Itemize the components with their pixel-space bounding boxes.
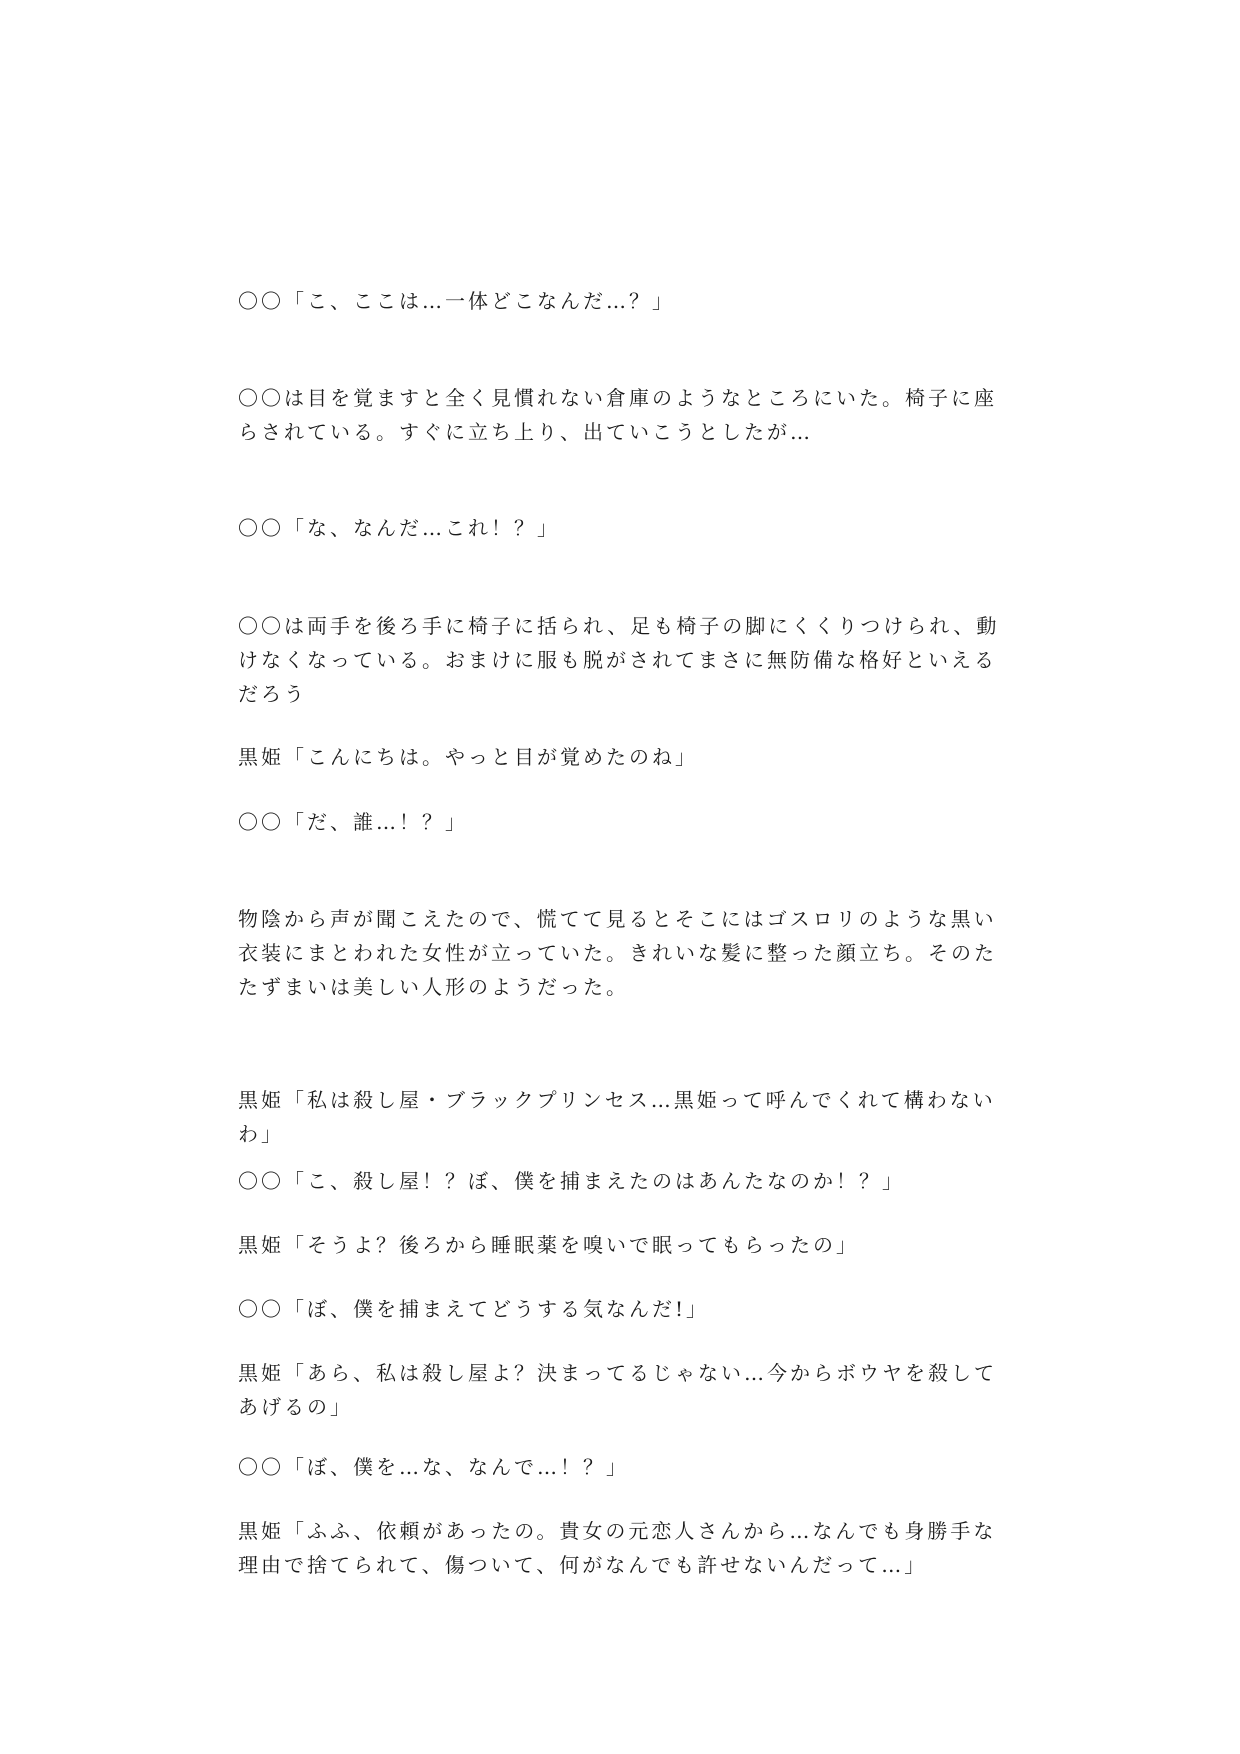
paragraph-11: 〇〇「ぼ、僕を捕まえてどうする気なんだ!」 [238,1297,710,1321]
paragraph-4: 〇〇は両手を後ろ手に椅子に括られ、足も椅子の脚にくくりつけられ、動けなくなっている。おまけに服も脱がされてまさに無防備な格好といえるだろう [238,614,1000,706]
paragraph-1: 〇〇「こ、ここは…一体どこなんだ…？」 [238,289,675,313]
paragraph-10: 黒姫「そうよ？後ろから睡眠薬を嗅いで眠ってもらったの」 [238,1233,859,1257]
paragraph-12: 黒姫「あら、私は殺し屋よ？決まってるじゃない…今からボウヤを殺してあげるの」 [238,1361,997,1419]
paragraph-3: 〇〇「な、なんだ…これ！？」 [238,516,560,540]
paragraph-9: 〇〇「こ、殺し屋！？ぼ、僕を捕まえたのはあんたなのか！？」 [238,1169,905,1193]
paragraph-13: 〇〇「ぼ、僕を…な、なんで…！？」 [238,1455,629,1479]
paragraph-14: 黒姫「ふふ、依頼があったの。貴女の元恋人さんから…なんでも身勝手な理由で捨てられて、傷ついて、何がなんでも許せないんだって…」 [238,1519,997,1577]
paragraph-5: 黒姫「こんにちは。やっと目が覚めたのね」 [238,745,698,769]
paragraph-8: 黒姫「私は殺し屋・ブラックプリンセス…黒姫って呼んでくれて構わないわ」 [238,1088,996,1146]
paragraph-2: 〇〇は目を覚ますと全く見慣れない倉庫のようなところにいた。椅子に座らされている。すぐに立ち上り、出ていこうとしたが… [238,386,997,444]
paragraph-7: 物陰から声が聞こえたので、慌てて見るとそこにはゴスロリのような黒い衣装にまとわれた女性が立っていた。きれいな髪に整った顔立ち。そのたたずまいは美しい人形のようだった。 [238,907,997,999]
paragraph-6: 〇〇「だ、誰…！？」 [238,810,468,834]
